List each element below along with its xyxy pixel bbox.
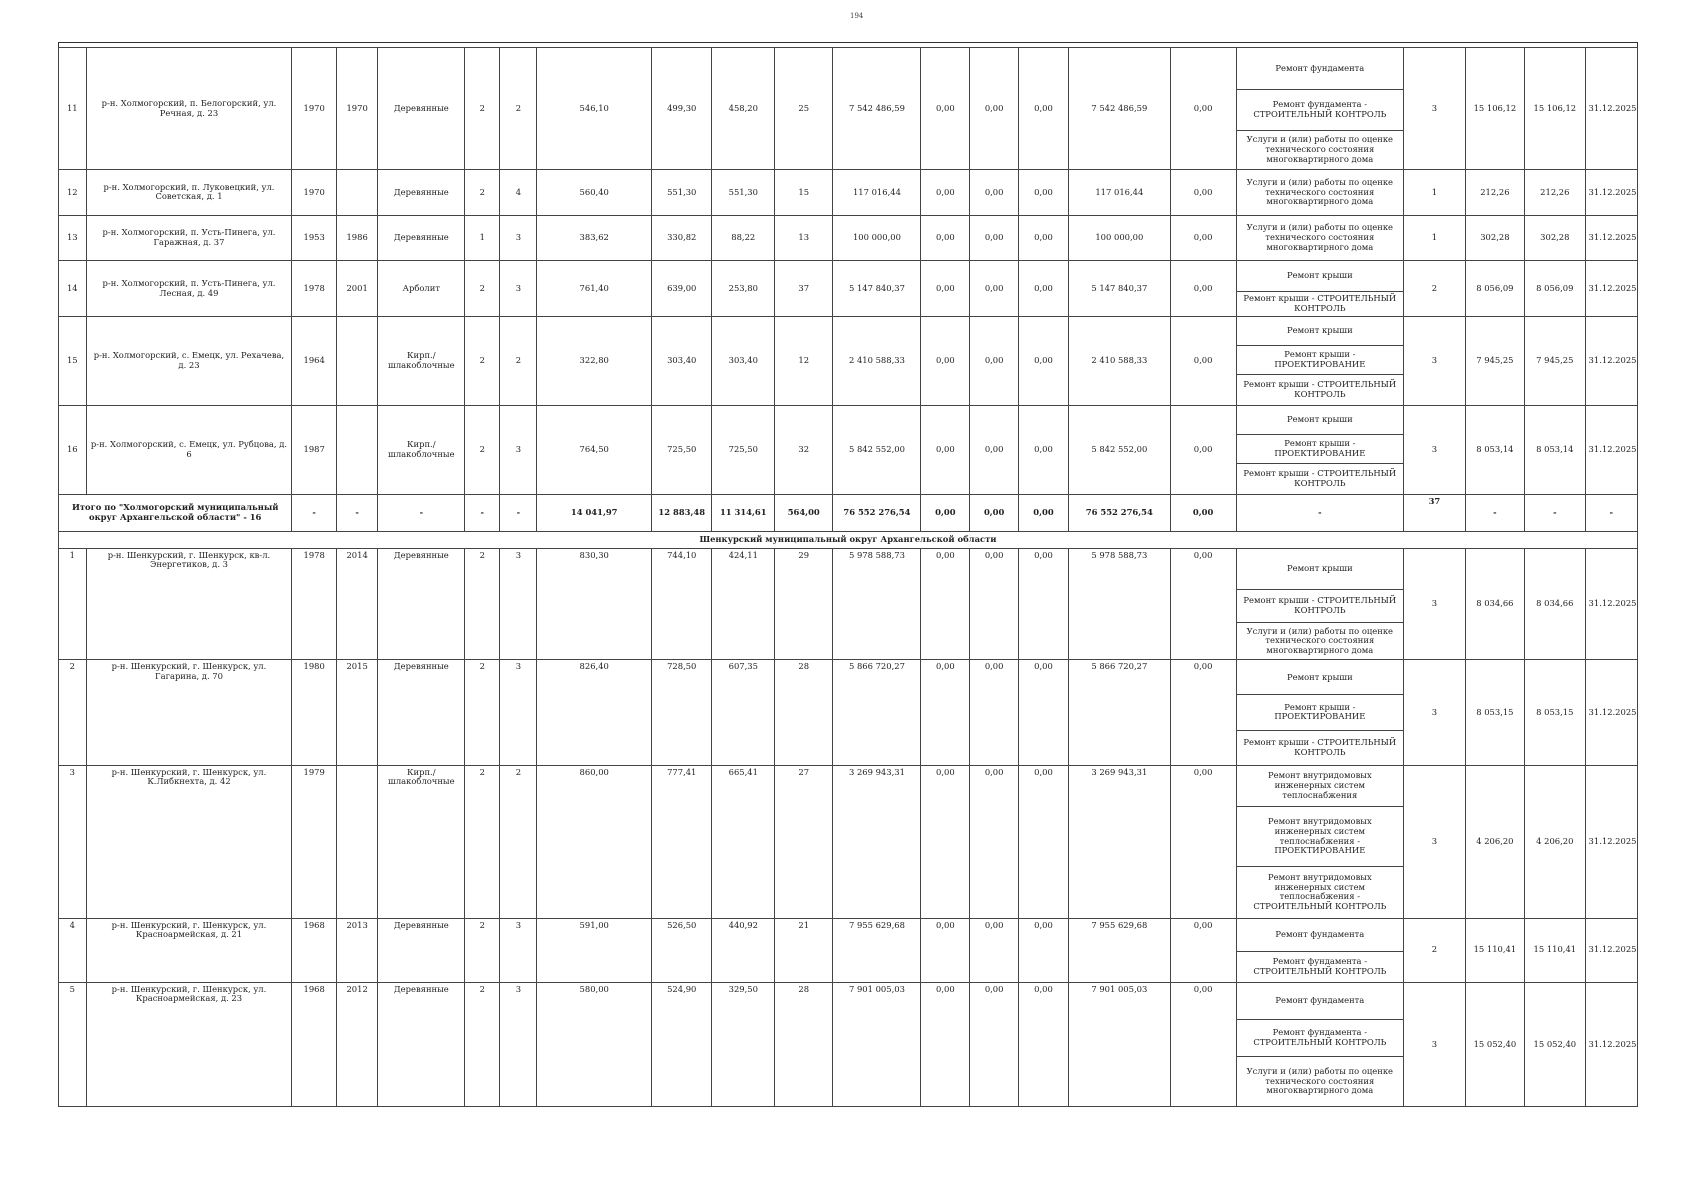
total-fund-fed: 0,00 (921, 494, 970, 531)
work-type-cell: Ремонт внутридомовых инженерных систем теплоснабжения (1236, 765, 1404, 806)
total-fund-reg: 0,00 (970, 494, 1019, 531)
cell-address: р-н. Холмогорский, п. Белогорский, ул. Речная, д. 23 (86, 48, 292, 170)
cell-n: 5 (59, 982, 87, 1106)
cell-cost-total: 100 000,00 (833, 215, 921, 260)
cell-entrances: 3 (500, 215, 537, 260)
table-row (59, 215, 1638, 260)
cell-limit-cost: 15 052,40 (1525, 982, 1585, 1106)
cell-year-repair (336, 170, 377, 215)
cell-fund-owners: 5 842 552,00 (1068, 406, 1170, 495)
cell-limit-cost: 8 053,15 (1525, 660, 1585, 765)
cell-cost-total: 7 955 629,68 (833, 918, 921, 982)
total-fund-owners: 76 552 276,54 (1068, 494, 1170, 531)
cell-walls: Деревянные (378, 918, 465, 982)
cell-year-repair (336, 317, 377, 406)
cell-works-count: 2 (1404, 918, 1466, 982)
total-cost-total: 76 552 276,54 (833, 494, 921, 531)
cell-walls: Кирп./ шлакоблочные (378, 406, 465, 495)
cell-year-repair: 2013 (336, 918, 377, 982)
cell-area-total: 546,10 (537, 48, 652, 170)
cell-walls: Деревянные (378, 48, 465, 170)
cell-limit-cost: 4 206,20 (1525, 765, 1585, 918)
cell-fund-owners: 3 269 943,31 (1068, 765, 1170, 918)
cell-n: 15 (59, 317, 87, 406)
cell-fund-local: 0,00 (1019, 48, 1069, 170)
cell-area-res: 458,20 (712, 48, 775, 170)
table-row (59, 982, 1638, 1019)
cell-n: 1 (59, 548, 87, 660)
cell-deadline: 31.12.2025 (1585, 261, 1637, 317)
table-row (59, 918, 1638, 951)
cell-area-living: 639,00 (652, 261, 712, 317)
cell-walls: Кирп./ шлакоблочные (378, 317, 465, 406)
cell-unit-cost: 212,26 (1465, 170, 1524, 215)
cell-works-count: 3 (1404, 765, 1466, 918)
cell-floors: 2 (465, 170, 500, 215)
cell-cost-total: 5 866 720,27 (833, 660, 921, 765)
cell-limit-cost: 7 945,25 (1525, 317, 1585, 406)
cell-fund-fed: 0,00 (921, 765, 970, 918)
work-type-cell: Ремонт крыши (1236, 660, 1404, 695)
total-dash-cell: - (378, 494, 465, 531)
cell-fund-other: 0,00 (1170, 170, 1236, 215)
cell-fund-fed: 0,00 (921, 918, 970, 982)
cell-year-built: 1970 (292, 48, 337, 170)
cell-fund-owners: 2 410 588,33 (1068, 317, 1170, 406)
cell-entrances: 3 (500, 918, 537, 982)
cell-cost-total: 117 016,44 (833, 170, 921, 215)
total-dash-cell: - (465, 494, 500, 531)
cell-entrances: 3 (500, 261, 537, 317)
cell-year-repair: 1970 (336, 48, 377, 170)
cell-fund-local: 0,00 (1019, 982, 1069, 1106)
cell-year-repair: 2015 (336, 660, 377, 765)
cell-area-res: 607,35 (712, 660, 775, 765)
cell-residents: 27 (775, 765, 833, 918)
cell-fund-fed: 0,00 (921, 48, 970, 170)
cell-residents: 21 (775, 918, 833, 982)
total-dash-cell: - (1465, 494, 1524, 531)
cell-unit-cost: 7 945,25 (1465, 317, 1524, 406)
cell-year-built: 1980 (292, 660, 337, 765)
cell-address: р-н. Шенкурский, г. Шенкурск, ул. Красноармейская, д. 21 (86, 918, 292, 982)
cell-entrances: 2 (500, 48, 537, 170)
table-row (59, 170, 1638, 215)
cell-unit-cost: 8 056,09 (1465, 261, 1524, 317)
cell-fund-local: 0,00 (1019, 660, 1069, 765)
cell-walls: Кирп./ шлакоблочные (378, 765, 465, 918)
work-type-cell: Ремонт фундамента (1236, 918, 1404, 951)
cell-limit-cost: 212,26 (1525, 170, 1585, 215)
cell-year-repair: 2012 (336, 982, 377, 1106)
cell-n: 14 (59, 261, 87, 317)
cell-unit-cost: 15 110,41 (1465, 918, 1524, 982)
cell-area-total: 383,62 (537, 215, 652, 260)
cell-deadline: 31.12.2025 (1585, 215, 1637, 260)
cell-unit-cost: 15 106,12 (1465, 48, 1524, 170)
work-type-cell: Ремонт крыши - ПРОЕКТИРОВАНИЕ (1236, 346, 1404, 375)
cell-fund-reg: 0,00 (970, 170, 1019, 215)
cell-area-total: 860,00 (537, 765, 652, 918)
cell-deadline: 31.12.2025 (1585, 170, 1637, 215)
cell-fund-other: 0,00 (1170, 918, 1236, 982)
work-type-cell: Ремонт крыши (1236, 548, 1404, 589)
cell-deadline: 31.12.2025 (1585, 982, 1637, 1106)
cell-year-built: 1978 (292, 261, 337, 317)
cell-fund-local: 0,00 (1019, 406, 1069, 495)
work-type-cell: Услуги и (или) работы по оценке технического состояния многоквартирного дома (1236, 1057, 1404, 1107)
work-type-cell: Ремонт крыши (1236, 317, 1404, 346)
cell-limit-cost: 8 034,66 (1525, 548, 1585, 660)
work-type-cell: Ремонт крыши - СТРОИТЕЛЬНЫЙ КОНТРОЛЬ (1236, 730, 1404, 765)
total-dash-cell: - (500, 494, 537, 531)
cell-year-repair (336, 406, 377, 495)
total-dash-cell: - (1585, 494, 1637, 531)
cell-year-built: 1978 (292, 548, 337, 660)
cell-area-total: 591,00 (537, 918, 652, 982)
cell-fund-other: 0,00 (1170, 982, 1236, 1106)
cell-address: р-н. Холмогорский, п. Усть-Пинега, ул. Гаражная, д. 37 (86, 215, 292, 260)
cell-n: 13 (59, 215, 87, 260)
cell-area-living: 725,50 (652, 406, 712, 495)
cell-address: р-н. Холмогорский, п. Усть-Пинега, ул. Лесная, д. 49 (86, 261, 292, 317)
cell-area-living: 330,82 (652, 215, 712, 260)
cell-deadline: 31.12.2025 (1585, 660, 1637, 765)
cell-area-res: 329,50 (712, 982, 775, 1106)
cell-residents: 37 (775, 261, 833, 317)
cell-floors: 2 (465, 261, 500, 317)
cell-works-count: 3 (1404, 317, 1466, 406)
cell-works-count: 3 (1404, 982, 1466, 1106)
work-type-cell: Ремонт внутридомовых инженерных систем теплоснабжения - ПРОЕКТИРОВАНИЕ (1236, 807, 1404, 867)
total-fund-local: 0,00 (1019, 494, 1069, 531)
cell-entrances: 2 (500, 765, 537, 918)
cell-fund-other: 0,00 (1170, 261, 1236, 317)
cell-year-repair: 2001 (336, 261, 377, 317)
cell-floors: 2 (465, 660, 500, 765)
work-type-cell: Ремонт крыши - СТРОИТЕЛЬНЫЙ КОНТРОЛЬ (1236, 590, 1404, 623)
cell-fund-local: 0,00 (1019, 215, 1069, 260)
work-type-cell: Ремонт крыши - ПРОЕКТИРОВАНИЕ (1236, 695, 1404, 730)
cell-area-living: 728,50 (652, 660, 712, 765)
cell-unit-cost: 302,28 (1465, 215, 1524, 260)
cell-fund-fed: 0,00 (921, 660, 970, 765)
cell-area-res: 88,22 (712, 215, 775, 260)
cell-address: р-н. Шенкурский, г. Шенкурск, ул. Гагарина, д. 70 (86, 660, 292, 765)
cell-floors: 1 (465, 215, 500, 260)
cell-area-living: 524,90 (652, 982, 712, 1106)
cell-works-count: 1 (1404, 170, 1466, 215)
cell-works-count: 3 (1404, 406, 1466, 495)
cell-limit-cost: 8 053,14 (1525, 406, 1585, 495)
cell-works-count: 2 (1404, 261, 1466, 317)
cell-floors: 2 (465, 317, 500, 406)
cell-fund-local: 0,00 (1019, 765, 1069, 918)
cell-limit-cost: 15 106,12 (1525, 48, 1585, 170)
cell-walls: Деревянные (378, 660, 465, 765)
cell-area-total: 830,30 (537, 548, 652, 660)
cell-area-living: 526,50 (652, 918, 712, 982)
cell-n: 3 (59, 765, 87, 918)
cell-fund-reg: 0,00 (970, 215, 1019, 260)
cell-entrances: 2 (500, 317, 537, 406)
cell-fund-owners: 117 016,44 (1068, 170, 1170, 215)
cell-floors: 2 (465, 982, 500, 1106)
cell-fund-fed: 0,00 (921, 982, 970, 1106)
cell-fund-owners: 5 147 840,37 (1068, 261, 1170, 317)
cell-year-built: 1970 (292, 170, 337, 215)
cell-area-res: 551,30 (712, 170, 775, 215)
cell-area-total: 826,40 (537, 660, 652, 765)
cell-fund-local: 0,00 (1019, 918, 1069, 982)
cell-address: р-н. Шенкурский, г. Шенкурск, ул. Красноармейская, д. 23 (86, 982, 292, 1106)
cell-cost-total: 7 901 005,03 (833, 982, 921, 1106)
total-fund-other: 0,00 (1170, 494, 1236, 531)
cell-area-res: 725,50 (712, 406, 775, 495)
cell-fund-local: 0,00 (1019, 548, 1069, 660)
cell-year-repair: 2014 (336, 548, 377, 660)
cell-residents: 28 (775, 982, 833, 1106)
cell-fund-local: 0,00 (1019, 317, 1069, 406)
section-title: Шенкурский муниципальный округ Архангельской области (59, 532, 1638, 549)
cell-fund-other: 0,00 (1170, 765, 1236, 918)
cell-cost-total: 3 269 943,31 (833, 765, 921, 918)
work-type-cell: Ремонт фундамента (1236, 48, 1404, 89)
total-dash-cell: - (292, 494, 337, 531)
cell-works-count: 3 (1404, 660, 1466, 765)
cell-fund-fed: 0,00 (921, 317, 970, 406)
cell-fund-reg: 0,00 (970, 406, 1019, 495)
total-dash-cell: - (1236, 494, 1404, 531)
cell-n: 11 (59, 48, 87, 170)
cell-fund-owners: 7 955 629,68 (1068, 918, 1170, 982)
cell-area-living: 303,40 (652, 317, 712, 406)
cell-limit-cost: 8 056,09 (1525, 261, 1585, 317)
cell-area-res: 665,41 (712, 765, 775, 918)
cell-fund-other: 0,00 (1170, 317, 1236, 406)
cell-area-total: 580,00 (537, 982, 652, 1106)
cell-fund-fed: 0,00 (921, 215, 970, 260)
cell-area-total: 322,80 (537, 317, 652, 406)
work-type-cell: Ремонт крыши - ПРОЕКТИРОВАНИЕ (1236, 434, 1404, 463)
work-type-cell: Услуги и (или) работы по оценке технического состояния многоквартирного дома (1236, 130, 1404, 169)
cell-walls: Арболит (378, 261, 465, 317)
work-type-cell: Ремонт фундамента - СТРОИТЕЛЬНЫЙ КОНТРОЛЬ (1236, 951, 1404, 982)
cell-floors: 2 (465, 406, 500, 495)
cell-fund-local: 0,00 (1019, 170, 1069, 215)
work-type-cell: Услуги и (или) работы по оценке технического состояния многоквартирного дома (1236, 623, 1404, 660)
cell-deadline: 31.12.2025 (1585, 765, 1637, 918)
cell-area-living: 744,10 (652, 548, 712, 660)
cell-entrances: 3 (500, 406, 537, 495)
cell-year-built: 1987 (292, 406, 337, 495)
table-row (59, 660, 1638, 695)
cell-fund-reg: 0,00 (970, 660, 1019, 765)
cell-year-repair (336, 765, 377, 918)
cell-area-res: 424,11 (712, 548, 775, 660)
cell-fund-owners: 100 000,00 (1068, 215, 1170, 260)
cell-fund-fed: 0,00 (921, 548, 970, 660)
cell-cost-total: 5 978 588,73 (833, 548, 921, 660)
cell-residents: 29 (775, 548, 833, 660)
cell-residents: 15 (775, 170, 833, 215)
cell-area-res: 440,92 (712, 918, 775, 982)
page-number: 194 (850, 12, 864, 20)
cell-entrances: 4 (500, 170, 537, 215)
work-type-cell: Ремонт крыши - СТРОИТЕЛЬНЫЙ КОНТРОЛЬ (1236, 375, 1404, 406)
cell-area-total: 764,50 (537, 406, 652, 495)
cell-area-res: 303,40 (712, 317, 775, 406)
cell-area-living: 777,41 (652, 765, 712, 918)
work-type-cell: Ремонт крыши - СТРОИТЕЛЬНЫЙ КОНТРОЛЬ (1236, 463, 1404, 494)
cell-n: 16 (59, 406, 87, 495)
cell-deadline: 31.12.2025 (1585, 48, 1637, 170)
cell-fund-other: 0,00 (1170, 48, 1236, 170)
cell-n: 12 (59, 170, 87, 215)
cell-area-total: 761,40 (537, 261, 652, 317)
cell-address: р-н. Шенкурский, г. Шенкурск, кв-л. Энергетиков, д. 3 (86, 548, 292, 660)
cell-unit-cost: 8 053,15 (1465, 660, 1524, 765)
cell-floors: 2 (465, 765, 500, 918)
cell-fund-owners: 5 978 588,73 (1068, 548, 1170, 660)
cell-floors: 2 (465, 918, 500, 982)
cell-address: р-н. Холмогорский, с. Емецк, ул. Рубцова, д. 6 (86, 406, 292, 495)
table-row (59, 765, 1638, 806)
cell-fund-other: 0,00 (1170, 548, 1236, 660)
work-type-cell: Ремонт крыши (1236, 406, 1404, 435)
cell-unit-cost: 8 053,14 (1465, 406, 1524, 495)
work-type-cell: Услуги и (или) работы по оценке технического состояния многоквартирного дома (1236, 170, 1404, 215)
cell-works-count: 1 (1404, 215, 1466, 260)
cell-unit-cost: 4 206,20 (1465, 765, 1524, 918)
cell-cost-total: 5 842 552,00 (833, 406, 921, 495)
cell-n: 2 (59, 660, 87, 765)
table-row (59, 48, 1638, 89)
cell-fund-other: 0,00 (1170, 660, 1236, 765)
cell-area-total: 560,40 (537, 170, 652, 215)
cell-fund-other: 0,00 (1170, 215, 1236, 260)
work-type-cell: Ремонт фундамента (1236, 982, 1404, 1019)
cell-unit-cost: 8 034,66 (1465, 548, 1524, 660)
cell-fund-fed: 0,00 (921, 170, 970, 215)
total-area-res: 11 314,61 (712, 494, 775, 531)
work-type-cell: Ремонт крыши - СТРОИТЕЛЬНЫЙ КОНТРОЛЬ (1236, 292, 1404, 317)
table-row (59, 548, 1638, 589)
cell-fund-owners: 7 542 486,59 (1068, 48, 1170, 170)
cell-fund-reg: 0,00 (970, 982, 1019, 1106)
cell-walls: Деревянные (378, 982, 465, 1106)
cell-works-count: 3 (1404, 548, 1466, 660)
total-area-living: 12 883,48 (652, 494, 712, 531)
cell-fund-reg: 0,00 (970, 548, 1019, 660)
cell-year-built: 1953 (292, 215, 337, 260)
cell-fund-reg: 0,00 (970, 765, 1019, 918)
cell-area-res: 253,80 (712, 261, 775, 317)
cell-year-built: 1964 (292, 317, 337, 406)
cell-residents: 12 (775, 317, 833, 406)
cell-entrances: 3 (500, 982, 537, 1106)
cell-entrances: 3 (500, 660, 537, 765)
cell-limit-cost: 302,28 (1525, 215, 1585, 260)
cell-fund-fed: 0,00 (921, 261, 970, 317)
cell-address: р-н. Шенкурский, г. Шенкурск, ул. К.Либкнехта, д. 42 (86, 765, 292, 918)
work-type-cell: Ремонт фундамента - СТРОИТЕЛЬНЫЙ КОНТРОЛЬ (1236, 1019, 1404, 1056)
table-row (59, 406, 1638, 435)
cell-residents: 25 (775, 48, 833, 170)
cell-cost-total: 2 410 588,33 (833, 317, 921, 406)
work-type-cell: Ремонт фундамента - СТРОИТЕЛЬНЫЙ КОНТРОЛЬ (1236, 89, 1404, 130)
cell-year-built: 1968 (292, 918, 337, 982)
cell-unit-cost: 15 052,40 (1465, 982, 1524, 1106)
work-type-cell: Ремонт крыши (1236, 261, 1404, 292)
cell-cost-total: 5 147 840,37 (833, 261, 921, 317)
cell-fund-other: 0,00 (1170, 406, 1236, 495)
cell-address: р-н. Холмогорский, п. Луковецкий, ул. Советская, д. 1 (86, 170, 292, 215)
cell-fund-reg: 0,00 (970, 317, 1019, 406)
cell-floors: 2 (465, 548, 500, 660)
cell-residents: 32 (775, 406, 833, 495)
total-row (59, 494, 1638, 531)
total-area-total: 14 041,97 (537, 494, 652, 531)
cell-walls: Деревянные (378, 548, 465, 660)
cell-floors: 2 (465, 48, 500, 170)
total-dash-cell: - (336, 494, 377, 531)
section-header-row (59, 532, 1638, 549)
cell-fund-reg: 0,00 (970, 918, 1019, 982)
cell-deadline: 31.12.2025 (1585, 918, 1637, 982)
cell-fund-owners: 7 901 005,03 (1068, 982, 1170, 1106)
cell-fund-fed: 0,00 (921, 406, 970, 495)
total-label: Итого по "Холмогорский муниципальный округ Архангельской области" - 16 (59, 494, 292, 531)
cell-year-built: 1979 (292, 765, 337, 918)
table-row (59, 317, 1638, 346)
cell-works-count: 3 (1404, 48, 1466, 170)
work-type-cell: Услуги и (или) работы по оценке технического состояния многоквартирного дома (1236, 215, 1404, 260)
cell-limit-cost: 15 110,41 (1525, 918, 1585, 982)
total-dash-cell: - (1525, 494, 1585, 531)
cell-residents: 28 (775, 660, 833, 765)
cell-year-built: 1968 (292, 982, 337, 1106)
cell-fund-reg: 0,00 (970, 48, 1019, 170)
total-works-count: 37 (1404, 494, 1466, 531)
cell-area-living: 551,30 (652, 170, 712, 215)
cell-n: 4 (59, 918, 87, 982)
repair-program-table (58, 42, 1638, 1107)
table-row (59, 261, 1638, 292)
cell-deadline: 31.12.2025 (1585, 317, 1637, 406)
cell-fund-reg: 0,00 (970, 261, 1019, 317)
cell-fund-local: 0,00 (1019, 261, 1069, 317)
total-residents: 564,00 (775, 494, 833, 531)
cell-walls: Деревянные (378, 170, 465, 215)
cell-entrances: 3 (500, 548, 537, 660)
cell-fund-owners: 5 866 720,27 (1068, 660, 1170, 765)
cell-address: р-н. Холмогорский, с. Емецк, ул. Рехачева, д. 23 (86, 317, 292, 406)
cell-area-living: 499,30 (652, 48, 712, 170)
work-type-cell: Ремонт внутридомовых инженерных систем теплоснабжения - СТРОИТЕЛЬНЫЙ КОНТРОЛЬ (1236, 867, 1404, 919)
cell-cost-total: 7 542 486,59 (833, 48, 921, 170)
cell-deadline: 31.12.2025 (1585, 406, 1637, 495)
cell-residents: 13 (775, 215, 833, 260)
cell-deadline: 31.12.2025 (1585, 548, 1637, 660)
cell-walls: Деревянные (378, 215, 465, 260)
cell-year-repair: 1986 (336, 215, 377, 260)
